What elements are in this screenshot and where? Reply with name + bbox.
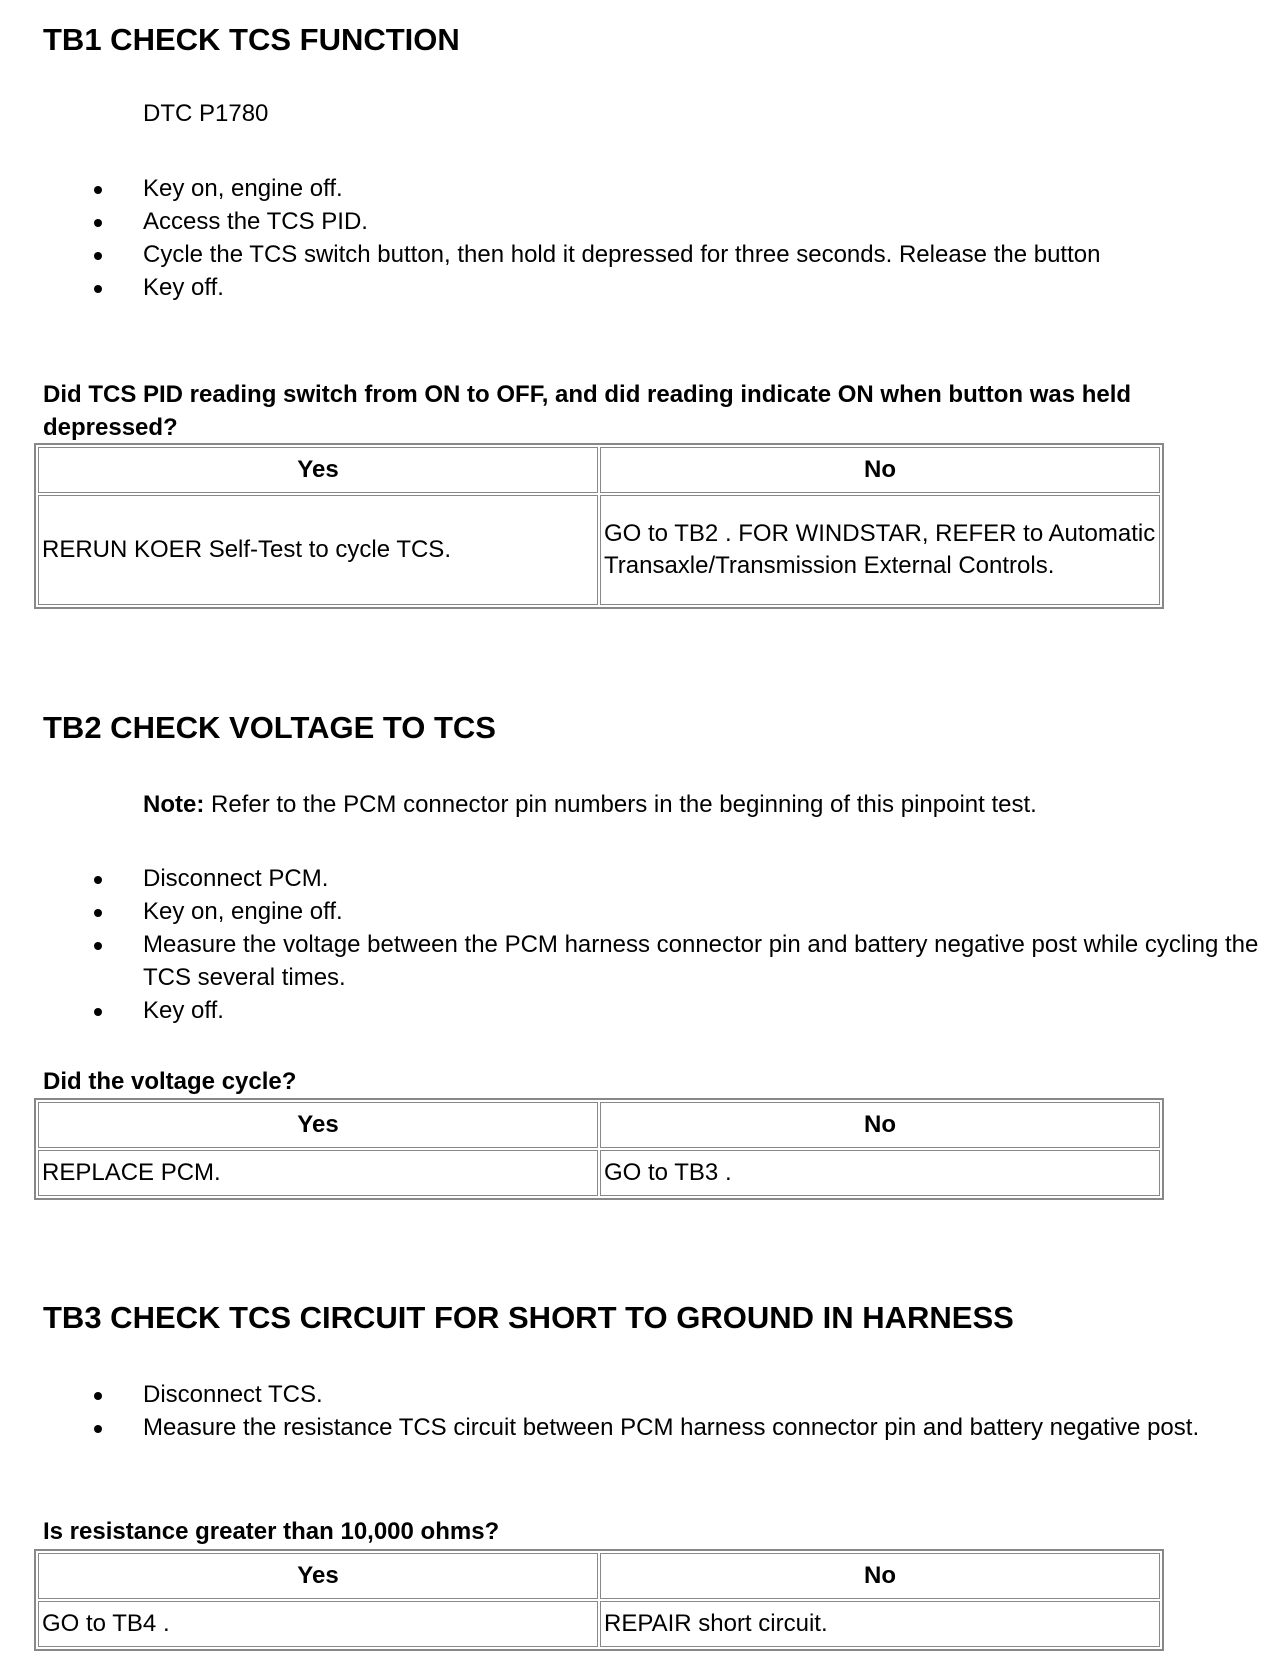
bullet-icon (94, 285, 102, 293)
list-item: Key off. (86, 271, 1266, 304)
no-cell: GO to TB3 . (600, 1150, 1160, 1196)
yes-header: Yes (38, 447, 598, 493)
no-header: No (600, 1102, 1160, 1148)
list-item: Access the TCS PID. (86, 205, 1266, 238)
yes-cell: RERUN KOER Self-Test to cycle TCS. (38, 495, 598, 605)
list-item: Cycle the TCS switch button, then hold it depressed for three seconds. Release the button (86, 238, 1203, 271)
list-item: Key on, engine off. (86, 172, 1266, 205)
note-label: Note: (143, 791, 205, 818)
bullet-icon (94, 252, 102, 260)
bullet-icon (94, 1425, 102, 1433)
bullet-icon (94, 876, 102, 884)
bullet-icon (94, 909, 102, 917)
no-cell: GO to TB2 . FOR WINDSTAR, REFER to Automatic Transaxle/Transmission External Controls. (600, 495, 1160, 605)
list-item: Disconnect TCS. (86, 1378, 1266, 1411)
yes-cell: GO to TB4 . (38, 1601, 598, 1647)
list-item: Measure the voltage between the PCM harness connector pin and battery negative post while cycling the TCS several times. (86, 928, 1266, 994)
tb3-steps (86, 1378, 1266, 1444)
bullet-icon (94, 1392, 102, 1400)
tb2-title: TB2 CHECK VOLTAGE TO TCS (43, 710, 496, 745)
tb2-answer-table (34, 1098, 1164, 1200)
no-header: No (600, 447, 1160, 493)
tb3-title: TB3 CHECK TCS CIRCUIT FOR SHORT TO GROUND IN HARNESS (43, 1300, 1014, 1335)
tb1-title: TB1 CHECK TCS FUNCTION (43, 22, 460, 57)
list-item: Key on, engine off. (86, 895, 1266, 928)
bullet-icon (94, 1008, 102, 1016)
tb1-answer-table (34, 443, 1164, 609)
tb2-steps (86, 862, 1266, 1027)
yes-header: Yes (38, 1553, 598, 1599)
tb3-question: Is resistance greater than 10,000 ohms? (43, 1518, 500, 1545)
tb2-note (143, 790, 1037, 820)
tb2-question: Did the voltage cycle? (43, 1068, 297, 1095)
yes-cell: REPLACE PCM. (38, 1150, 598, 1196)
tb1-steps (86, 172, 1266, 304)
bullet-icon (94, 219, 102, 227)
tb1-question: Did TCS PID reading switch from ON to OFF, and did reading indicate ON when button was held depressed? (43, 381, 1132, 441)
list-item: Measure the resistance TCS circuit between PCM harness connector pin and battery negative post. (86, 1411, 1263, 1444)
yes-header: Yes (38, 1102, 598, 1148)
list-item: Key off. (86, 994, 1266, 1027)
no-header: No (600, 1553, 1160, 1599)
note-text: Refer to the PCM connector pin numbers in the beginning of this pinpoint test. (204, 791, 1037, 818)
list-item: Disconnect PCM. (86, 862, 1266, 895)
tb3-answer-table (34, 1549, 1164, 1651)
tb1-dtc: DTC P1780 (143, 100, 269, 127)
no-cell: REPAIR short circuit. (600, 1601, 1160, 1647)
bullet-icon (94, 186, 102, 194)
bullet-icon (94, 942, 102, 950)
